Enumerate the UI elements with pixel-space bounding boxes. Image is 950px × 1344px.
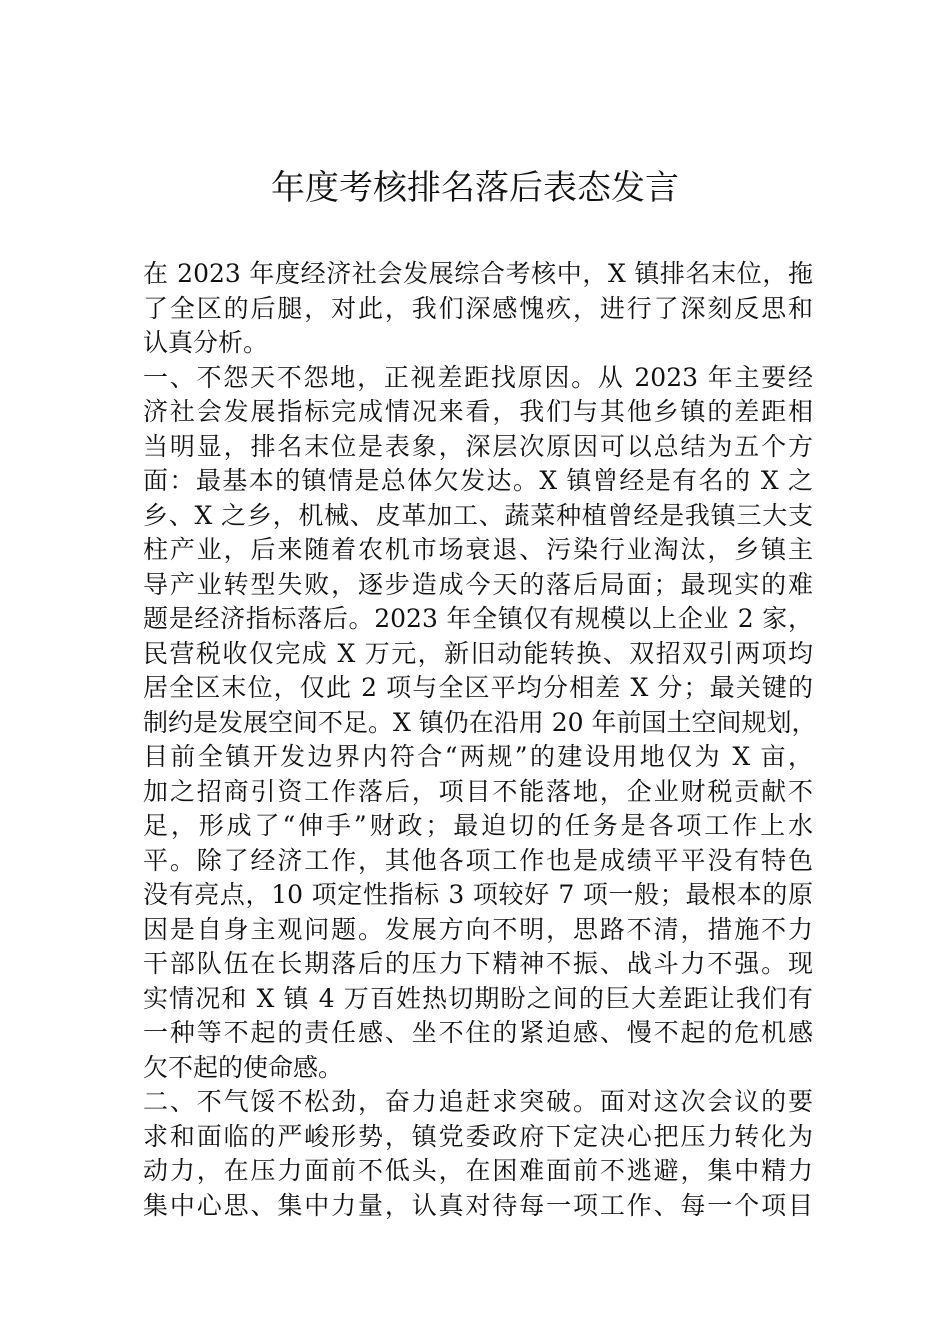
text-line: 平。除了经济工作，其他各项工作也是成绩平平没有特色 <box>143 845 813 875</box>
text-line: 了全区的后腿，对此，我们深感愧疚，进行了深刻反思和 <box>143 293 813 323</box>
text-line: 集中心思、集中力量，认真对待每一项工作、每一个项目 <box>143 1190 813 1220</box>
text-line: 居全区末位，仅此 2 项与全区平均分相差 X 分；最关键的 <box>143 673 813 702</box>
text-line: 二、不气馁不松劲，奋力追赶求突破。面对这次会议的要 <box>143 1087 813 1116</box>
text-line: 求和面临的严峻形势，镇党委政府下定决心把压力转化为 <box>143 1121 813 1151</box>
text-line: 一、不怨天不怨地，正视差距找原因。从 2023 年主要经 <box>143 362 813 392</box>
text-line: 实情况和 X 镇 4 万百姓热切期盼之间的巨大差距让我们有 <box>143 983 813 1013</box>
document-body <box>143 257 817 1223</box>
paragraph-section-one <box>143 361 817 1086</box>
text-line: 在 2023 年度经济社会发展综合考核中，X 镇排名末位，拖 <box>143 259 813 288</box>
text-line: 目前全镇开发边界内符合“两规”的建设用地仅为 X 亩， <box>143 742 813 771</box>
text-line: 济社会发展指标完成情况来看，我们与其他乡镇的差距相 <box>143 397 813 426</box>
text-line: 民营税收仅完成 X 万元，新旧动能转换、双招双引两项均 <box>143 638 813 668</box>
text-line: 制约是发展空间不足。X 镇仍在沿用 20 年前国土空间规划， <box>143 707 817 737</box>
paragraph-intro <box>143 257 813 361</box>
text-line: 乡、X 之乡，机械、皮革加工、蔬菜种植曾经是我镇三大支 <box>143 500 813 530</box>
text-line: 足，形成了“伸手”财政；最迫切的任务是各项工作上水 <box>143 811 813 840</box>
text-line: 当明显，排名末位是表象，深层次原因可以总结为五个方 <box>143 431 813 461</box>
text-line: 因是自身主观问题。发展方向不明，思路不清，措施不力 <box>143 914 813 944</box>
text-line: 认真分析。 <box>143 328 269 357</box>
text-line: 加之招商引资工作落后，项目不能落地，企业财税贡献不 <box>143 776 813 806</box>
text-line: 一种等不起的责任感、坐不住的紧迫感、慢不起的危机感 <box>143 1018 813 1047</box>
text-line: 欠不起的使命感。 <box>143 1052 344 1082</box>
text-line: 动力，在压力面前不低头，在困难面前不逃避，集中精力 <box>143 1156 813 1185</box>
paragraph-section-two <box>143 1085 813 1223</box>
text-line: 没有亮点，10 项定性指标 3 项较好 7 项一般；最根本的原 <box>143 880 813 909</box>
text-line: 干部队伍在长期落后的压力下精神不振、战斗力不强。现 <box>143 949 813 978</box>
text-line: 柱产业，后来随着农机市场衰退、污染行业淘汰，乡镇主 <box>143 535 813 564</box>
text-line: 面：最基本的镇情是总体欠发达。X 镇曾经是有名的 X 之 <box>143 466 813 495</box>
text-line: 题是经济指标落后。2023 年全镇仅有规模以上企业 2 家， <box>143 604 813 633</box>
document-title: 年度考核排名落后表态发言 <box>271 168 679 208</box>
text-line: 导产业转型失败，逐步造成今天的落后局面；最现实的难 <box>143 569 813 599</box>
